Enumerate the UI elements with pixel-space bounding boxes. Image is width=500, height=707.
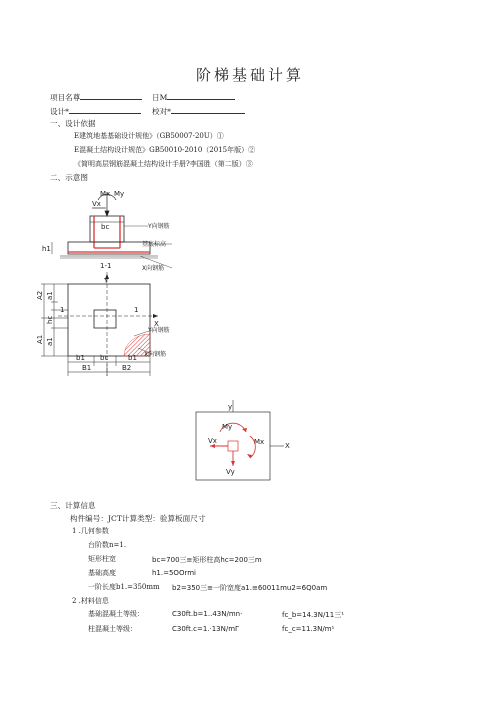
- reference-item: 《简明高层钢筋混凝土结构设计手册?李国胜（第二版）③: [74, 160, 253, 168]
- vy-label: Vy: [226, 468, 235, 476]
- foundation-concrete-fc: fc_b=14.3N/11三¹: [282, 611, 345, 619]
- section-diagram-heading: 二、示意图: [50, 173, 88, 182]
- my-label: My: [114, 190, 125, 198]
- load-direction-diagram: [190, 400, 300, 488]
- designer-label: 设计*: [50, 107, 69, 116]
- x-rebar-label: X向钢筋: [142, 265, 165, 272]
- vx-label: Vx: [92, 200, 101, 208]
- b1-left-label: b1: [76, 354, 85, 362]
- x-axis-label: X: [285, 442, 290, 450]
- big-b2-label: B2: [122, 364, 132, 372]
- bc-label: bc: [101, 223, 110, 231]
- y-rebar-plan-label: Y向钢筋: [148, 327, 170, 334]
- a1-bottom-label: a1: [46, 337, 54, 346]
- date-blank: [167, 91, 235, 100]
- designer-row: [50, 105, 141, 117]
- section-label: 1-1: [100, 262, 112, 270]
- project-name-row: [50, 91, 142, 103]
- h1-label: h1: [42, 245, 51, 253]
- date-row: [152, 91, 235, 103]
- material-heading: 2 .材料信息: [72, 597, 109, 605]
- foundation-height-label: 基础高度: [88, 569, 116, 577]
- step-length: 一阶长度b1.=350mm: [88, 583, 160, 591]
- column-concrete-fc: fc_c=11.3N/m¹: [282, 625, 335, 633]
- b1-right-label: b1: [128, 354, 137, 362]
- x-rebar-plan-label: X向钢筋: [144, 351, 167, 358]
- steps-count: 台阶数n=1.: [88, 541, 127, 549]
- checker-blank: [171, 105, 245, 114]
- reference-item: E混凝土结构设计规范》GB50010-2010（2015年版）②: [74, 146, 256, 154]
- vx-label: Vx: [208, 437, 217, 445]
- bc-bottom-label: bc: [100, 354, 109, 362]
- reference-item: E建筑地基基础设计规他》（GB50007-20U）①: [74, 132, 224, 140]
- checker-row: [152, 105, 245, 117]
- project-name-label: 项目名尊: [50, 93, 81, 102]
- column-size-value: bc=700三≡矩形柱高hc=200三m: [152, 556, 262, 564]
- foundation-concrete-grade: C30ft.b=1..43N/mn·: [172, 610, 243, 618]
- hc-label: hc: [46, 315, 54, 324]
- column-section: [90, 216, 124, 248]
- page-title: 阶梯基础计算: [195, 66, 304, 84]
- base-elevation-label: 基底标高: [142, 241, 167, 248]
- step-dimensions: b2=350三≡一阶宽度a1.≡60011mu2=6Q0am: [172, 584, 328, 592]
- y-rebar-label: Y向钢筋: [148, 223, 170, 230]
- project-name-blank: [80, 91, 142, 100]
- mx-label: Mx: [100, 190, 111, 198]
- checker-label: 校对*: [152, 107, 171, 116]
- a2-label: A2: [36, 290, 44, 300]
- column-size-label: 矩形柱宽: [88, 555, 116, 563]
- section-mark-left: 1: [60, 306, 65, 314]
- section-mark-right: 1: [134, 306, 139, 314]
- my-label: My: [222, 423, 233, 431]
- geometry-heading: 1 .几何参数: [72, 527, 109, 535]
- section-design-basis-heading: 一、设计依据: [50, 119, 96, 128]
- column-concrete-grade: C30ft.c=1.·13N/mΓ: [172, 625, 239, 633]
- foundation-concrete-label: 基础混凝土等级：: [88, 610, 144, 618]
- y-axis-label: Y: [104, 277, 109, 285]
- date-label: 日M: [152, 93, 168, 102]
- foundation-height-value: h1.=5OOrmi: [152, 569, 196, 577]
- column-concrete-label: 柱混凝土等级：: [88, 625, 137, 633]
- mx-label: Mx: [254, 438, 265, 446]
- a1-top-label: a1: [46, 291, 54, 300]
- foundation-diagram: [30, 186, 190, 386]
- big-b1-label: B1: [82, 364, 92, 372]
- y-axis-label: y: [228, 403, 233, 411]
- x-axis-label: X: [154, 320, 159, 328]
- a1-left-label: A1: [36, 334, 44, 344]
- designer-blank: [69, 105, 141, 114]
- section-calc-info-heading: 三、计算信息: [50, 501, 96, 510]
- component-info: 构件编号：JCT计算类型：验算板面尺寸: [70, 514, 206, 523]
